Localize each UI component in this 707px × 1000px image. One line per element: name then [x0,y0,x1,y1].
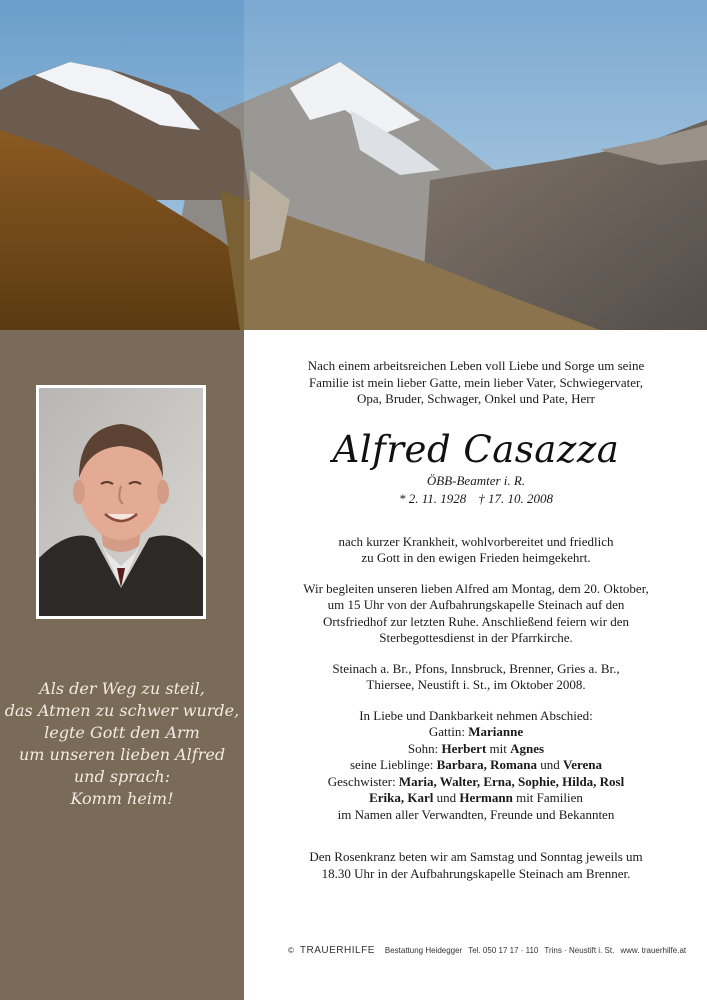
intro-line: Opa, Bruder, Schwager, Onkel und Pate, Herr [357,391,595,406]
families-text: mit Familien [516,790,583,805]
siblings-name-last: Hermann [459,790,513,805]
son-partner-name: Agnes [510,740,545,756]
mourners-list [256,708,696,824]
places-line: Thiersee, Neustift i. St., im Oktober 2008. [366,677,586,692]
mourners-closing: im Namen aller Verwandten, Freunde und Bekannten [337,806,615,822]
copyright-symbol: © [288,946,294,955]
with-word: mit [489,740,507,756]
favorites-name-last: Verena [563,757,603,772]
favorites-names: Barbara, Romana [436,757,538,772]
deceased-name: Alfred Casazza [332,427,620,471]
obituary-text [256,358,696,882]
passing-line: nach kurzer Krankheit, wohlvorbereitet und friedlich [338,533,614,549]
phone-number: Tel. 050 17 17 · 110 [468,946,539,955]
death-date: † 17. 10. 2008 [478,490,554,506]
siblings-names-2: Erika, Karl [369,790,434,805]
trauerhilfe-logo: TRAUERHILFE [299,945,375,956]
places-line: Steinach a. Br., Pfons, Innsbruck, Brenner, Gries a. Br., [332,660,620,676]
location: Trins · Neustift i. St. [544,946,615,955]
rosary-line: Den Rosenkranz beten wir am Samstag und Sonntag jeweils um [309,849,643,864]
birth-date: * 2. 11. 1928 [398,490,467,506]
wife-label: Gattin: [428,724,465,739]
life-dates [256,490,696,508]
favorites-label: seine Lieblinge: [349,757,434,772]
verse-line: um unseren lieben Alfred [18,745,226,764]
verse-line: Komm heim! [70,789,174,808]
places-text [256,661,696,694]
verse-line: und sprach: [73,767,171,786]
passing-text [256,534,696,567]
profession: ÖBB-Beamter i. R. [426,472,526,488]
and-word: und [540,757,560,772]
funeral-line: Wir begleiten unseren lieben Alfred am Montag, dem 20. Oktober, [303,580,649,596]
and-word: und [436,790,457,805]
verse-line: Als der Weg zu steil, [39,679,205,698]
intro-text [256,358,696,408]
intro-line: Familie ist mein lieber Gatte, mein lieber Vater, Schwiegervater, [308,374,644,390]
son-name: Herbert [441,740,487,756]
memorial-verse [0,678,244,810]
funeral-line: Sterbegottesdienst in der Pfarrkirche. [379,630,573,645]
son-label: Sohn: [407,740,439,756]
portrait-photo [36,385,206,619]
funeral-line: Ortsfriedhof zur letzten Ruhe. Anschließend feiern wir den [322,613,630,629]
company-name: Bestattung Heidegger [384,946,463,955]
funeral-text [256,581,696,647]
intro-line: Nach einem arbeitsreichen Leben voll Liebe und Sorge um seine [307,358,645,373]
passing-line: zu Gott in den ewigen Frieden heimgekehrt. [361,550,591,565]
funeral-line: um 15 Uhr von der Aufbahrungskapelle Steinach auf den [327,597,625,612]
verse-line: legte Gott den Arm [44,723,200,742]
mountain-landscape-image [0,0,707,330]
rosary-text [256,849,696,882]
mourners-heading: In Liebe und Dankbarkeit nehmen Abschied: [359,707,593,723]
verse-line: das Atmen zu schwer wurde, [4,701,240,720]
rosary-line: 18.30 Uhr in der Aufbahrungskapelle Steinach am Brenner. [321,865,631,881]
wife-name: Marianne [468,724,524,739]
website: www. trauerhilfe.at [620,946,687,955]
siblings-names: Maria, Walter, Erna, Sophie, Hilda, Rosl [398,773,625,789]
footer [288,945,707,956]
siblings-label: Geschwister: [327,773,396,789]
